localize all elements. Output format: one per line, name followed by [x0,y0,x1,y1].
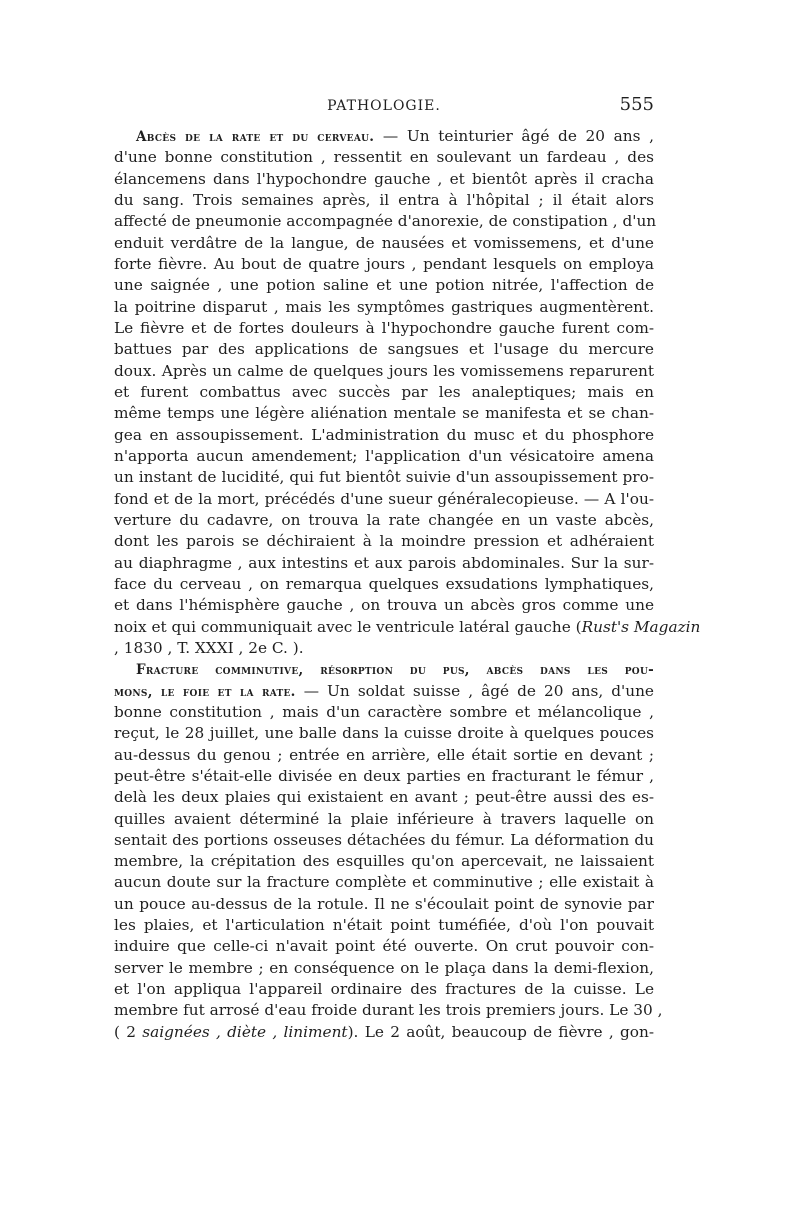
article1-line: battues par des applications de sangsues et l'usage du mercure [114,340,654,359]
article1-line: du sang. Trois semaines après, il entra à l'hôpital ; il était alors [114,190,654,209]
article2-line: server le membre ; en conséquence on le plaça dans la demi-flexion, [114,958,654,977]
article1-line: même temps une légère aliénation mentale se manifesta et se chan- [114,404,654,423]
article2-heading: Fracture comminutive, résorption du pus, abcès dans les pou- [136,662,654,679]
article1-line: noix et qui communiquait avec le ventricule latéral gauche (Rust's Magazin [114,617,701,636]
article2-line: delà les deux plaies qui existaient en avant ; peut-être aussi des es- [114,788,654,807]
article1-line: Abcès de la rate et du cerveau. — Un teinturier âgé de 20 ans , [136,127,654,145]
article1-citation-line: , 1830 , T. XXXI , 2e C. ). [114,638,304,657]
article1-line: d'une bonne constitution , ressentit en soulevant un fardeau , des [114,148,654,167]
article2-line: sentait des portions osseuses détachées du fémur. La déformation du [114,830,654,849]
article1-line: et furent combattus avec succès par les analeptiques; mais en [114,382,654,401]
article1-line: et dans l'hémisphère gauche , on trouva un abcès gros comme une [114,596,654,615]
citation-journal: Rust's Magazin [581,617,701,636]
article2-line: membre fut arrosé d'eau froide durant les trois premiers jours. Le 30 , [114,1001,663,1020]
page-header [114,94,654,122]
article1-heading: Abcès de la rate et du cerveau. [136,129,375,145]
article2-line: un pouce au-dessus de la rotule. Il ne s'écoulait point de synovie par [114,894,654,913]
article1-line: dont les parois se déchiraient à la moindre pression et adhéraient [114,532,654,551]
article1-line: la poitrine disparut , mais les symptômes gastriques augmentèrent. [114,297,654,316]
article1-line: au diaphragme , aux intestins et aux parois abdominales. Sur la sur- [114,553,654,572]
article1-line: n'apporta aucun amendement; l'application d'un vésicatoire amena [114,446,654,465]
running-title: PATHOLOGIE. [327,98,441,114]
article1-line: enduit verdâtre de la langue, de nausées et vomissemens, et d'une [114,233,654,252]
treatment-note: saignées , diète , liniment [142,1022,348,1041]
article1-line: gea en assoupissement. L'administration du musc et du phosphore [114,425,654,444]
article1-line: doux. Après un calme de quelques jours les vomissemens reparurent [114,361,654,380]
article1-line: Le fièvre et de fortes douleurs à l'hypochondre gauche furent com- [114,318,654,337]
page-number: 555 [619,94,654,115]
article2-line: membre, la crépitation des esquilles qu'on apercevait, ne laissaient [114,852,654,871]
text-block [114,126,701,1043]
article1-line: un instant de lucidité, qui fut bientôt suivie d'un assoupissement pro- [114,468,654,487]
article1-line: verture du cadavre, on trouva la rate changée en un vaste abcès, [114,510,654,529]
article2-heading-cont: mons, le foie et la rate. [114,683,296,700]
article2-line: ( 2 saignées , diète , liniment). Le 2 août, beaucoup de fièvre , gon- [114,1022,654,1041]
article2-line: bonne constitution , mais d'un caractère sombre et mélancolique , [114,702,654,721]
article2-line: mons, le foie et la rate. — Un soldat suisse , âgé de 20 ans, d'une [114,681,654,700]
article2-line: quilles avaient déterminé la plaie inférieure à travers laquelle on [114,809,654,828]
article1-line: élancemens dans l'hypochondre gauche , et bientôt après il cracha [114,169,654,188]
article2-line: reçut, le 28 juillet, une balle dans la cuisse droite à quelques pouces [114,724,654,743]
article2-line: peut-être s'était-elle divisée en deux parties en fracturant le fémur , [114,766,654,785]
article1-line: fond et de la mort, précédés d'une sueur généralecopieuse. — A l'ou- [114,489,654,508]
article2-line: et l'on appliqua l'appareil ordinaire des fractures de la cuisse. Le [114,980,654,999]
article1-line: forte fièvre. Au bout de quatre jours , pendant lesquels on employa [114,254,654,273]
article1-line: face du cerveau , on remarqua quelques exsudations lymphatiques, [114,574,654,593]
article2-line: au-dessus du genou ; entrée en arrière, elle était sortie en devant ; [114,745,654,764]
article2-line: induire que celle-ci n'avait point été ouverte. On crut pouvoir con- [114,937,654,956]
article1-line: affecté de pneumonie accompagnée d'anorexie, de constipation , d'un [114,212,657,231]
article2-line: aucun doute sur la fracture complète et comminutive ; elle existait à [114,873,654,892]
article1-line: une saignée , une potion saline et une potion nitrée, l'affection de [114,276,654,295]
article2-line: les plaies, et l'articulation n'était point tuméfiée, d'où l'on pouvait [114,916,654,935]
article2-heading-line [114,659,654,680]
